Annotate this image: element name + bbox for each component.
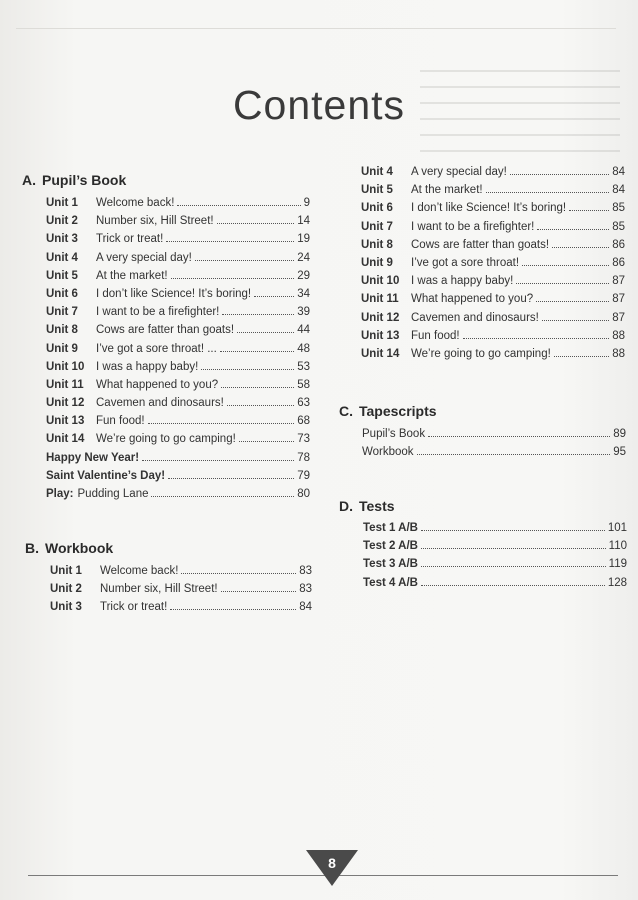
pupils-book-list (46, 197, 310, 506)
toc-entry-extra (46, 452, 310, 470)
toc-entry-unit (46, 306, 310, 324)
toc-entry-unit (361, 221, 625, 239)
section-title: Workbook (45, 540, 114, 556)
unit-number: Unit 5 (361, 184, 393, 197)
entry-title: I don’t like Science! It’s boring! (96, 287, 252, 300)
toc-entry-unit (361, 257, 625, 275)
toc-entry-test (363, 522, 627, 540)
entry-page-number: 84 (612, 166, 625, 178)
entry-page-number: 88 (612, 329, 625, 342)
entry-title: Number six, Hill Street! (96, 215, 214, 228)
entry-page-number: 89 (613, 428, 626, 440)
page-title: Contents (232, 82, 406, 128)
section-heading-tapescripts (339, 403, 437, 419)
toc-entry-unit (361, 184, 625, 202)
dot-leader (522, 265, 609, 266)
toc-entry-unit (46, 324, 310, 342)
dot-leader (237, 332, 294, 333)
entry-page-number: 87 (612, 293, 625, 306)
entry-page-number: 87 (612, 275, 625, 288)
entry-page-number: 63 (297, 397, 310, 410)
dot-leader (428, 436, 610, 437)
entry-title: Welcome back! (100, 565, 179, 577)
entry-title: We’re going to go camping! (411, 347, 551, 360)
unit-number: Unit 13 (46, 415, 85, 428)
tests-list (363, 522, 627, 595)
entry-page-number: 87 (612, 311, 625, 324)
entry-title: Welcome back! (96, 197, 175, 209)
dot-leader (222, 314, 294, 315)
dot-leader (239, 441, 294, 442)
entry-page-number: 86 (612, 256, 625, 269)
dot-leader (421, 585, 605, 586)
entry-title: Cows are fatter than goats! (411, 238, 550, 251)
dot-leader (537, 229, 609, 230)
tapescripts-list (362, 428, 626, 464)
section-title: Pupil’s Book (42, 172, 127, 188)
entry-title: What happened to you? (411, 293, 534, 306)
page-number: 8 (328, 855, 336, 871)
top-rule (16, 28, 616, 30)
entry-page-number: 19 (297, 233, 310, 246)
entry-page-number: 48 (297, 342, 310, 355)
entry-title: What happened to you? (96, 378, 219, 391)
section-title: Tests (359, 498, 395, 514)
toc-entry-unit (46, 270, 310, 288)
entry-title: Test 1 A/B (363, 522, 418, 534)
unit-number: Unit 12 (46, 397, 85, 410)
dot-leader (181, 573, 296, 574)
entry-title: I want to be a firefighter! (96, 306, 220, 319)
entry-title: At the market! (96, 269, 168, 282)
dot-leader (142, 460, 294, 461)
toc-entry-unit (361, 166, 625, 184)
unit-number: Unit 7 (361, 220, 393, 233)
unit-number: Unit 7 (46, 306, 78, 319)
dot-leader (221, 591, 297, 592)
section-letter: B. (25, 540, 39, 556)
unit-number: Unit 2 (46, 215, 78, 228)
entry-title: I’ve got a sore throat! ... (96, 342, 217, 355)
toc-entry-unit (361, 348, 625, 366)
unit-number: Unit 1 (46, 197, 78, 209)
entry-title: I’ve got a sore throat! (411, 256, 520, 269)
unit-number: Unit 9 (46, 342, 78, 355)
entry-title: I don’t like Science! It’s boring! (411, 202, 567, 215)
dot-leader (510, 174, 609, 175)
dot-leader (166, 241, 294, 242)
dot-leader (195, 260, 294, 261)
section-letter: A. (22, 172, 36, 188)
entry-title: Pupil’s Book (362, 428, 426, 440)
unit-number: Unit 13 (361, 329, 400, 342)
dot-leader (168, 478, 294, 479)
workbook-list-right (361, 166, 625, 366)
toc-entry-unit (46, 233, 310, 251)
entry-title: A very special day! (96, 251, 192, 264)
toc-entry-unit (46, 361, 310, 379)
entry-title: Number six, Hill Street! (100, 583, 218, 596)
entry-page-number: 86 (612, 238, 625, 251)
entry-page-number: 83 (299, 583, 312, 596)
unit-number: Unit 3 (46, 233, 78, 246)
entry-page-number: 101 (607, 522, 627, 534)
unit-number: Unit 6 (46, 287, 78, 300)
entry-title: Test 2 A/B (363, 540, 418, 553)
unit-number: Unit 12 (361, 311, 400, 324)
entry-page-number: 58 (297, 378, 310, 391)
entry-title: Trick or treat! (96, 233, 164, 246)
dot-leader (221, 387, 294, 388)
unit-number: Unit 14 (361, 347, 400, 360)
dot-leader (552, 247, 609, 248)
dot-leader (217, 223, 295, 224)
unit-number: Unit 5 (46, 269, 78, 282)
entry-title: Fun food! (96, 415, 145, 428)
toc-entry-unit (361, 202, 625, 220)
section-letter: C. (339, 403, 353, 419)
dot-leader (254, 296, 294, 297)
toc-entry-tapescript (362, 428, 626, 446)
entry-page-number: 24 (297, 251, 310, 264)
entry-page-number: 84 (299, 601, 312, 614)
toc-entry-unit (46, 288, 310, 306)
dot-leader (421, 530, 605, 531)
entry-title: Workbook (362, 446, 414, 459)
dot-leader (417, 454, 611, 455)
unit-number: Unit 4 (361, 166, 393, 178)
entry-title: Cavemen and dinosaurs! (96, 397, 224, 410)
toc-entry-unit (46, 197, 310, 215)
dot-leader (171, 278, 295, 279)
toc-entry-unit (50, 583, 312, 601)
entry-prefix: Play: (46, 488, 74, 500)
section-heading-pupils-book (22, 172, 126, 188)
entry-page-number: 29 (297, 269, 310, 282)
unit-number: Unit 11 (46, 378, 84, 391)
toc-entry-test (363, 577, 627, 595)
unit-number: Unit 4 (46, 251, 78, 264)
dot-leader (569, 210, 609, 211)
dot-leader (151, 496, 294, 497)
toc-entry-unit (361, 312, 625, 330)
entry-title: I was a happy baby! (411, 275, 514, 288)
unit-number: Unit 8 (46, 324, 78, 337)
entry-title: Happy New Year! (46, 451, 140, 464)
toc-entry-unit (361, 239, 625, 257)
toc-entry-play (46, 488, 310, 506)
entry-page-number: 73 (297, 433, 310, 446)
dot-leader (421, 566, 606, 567)
section-letter: D. (339, 498, 353, 514)
toc-entry-unit (361, 330, 625, 348)
dot-leader (542, 320, 609, 321)
entry-title: A very special day! (411, 166, 507, 178)
unit-number: Unit 10 (361, 275, 400, 288)
entry-page-number: 39 (297, 306, 310, 319)
toc-entry-unit (46, 433, 310, 451)
dot-leader (220, 351, 294, 352)
dot-leader (463, 338, 610, 339)
unit-number: Unit 2 (50, 583, 82, 596)
section-title: Tapescripts (359, 403, 437, 419)
entry-page-number: 83 (299, 565, 312, 577)
dot-leader (516, 283, 609, 284)
entry-title: Pudding Lane (77, 488, 149, 500)
entry-title: Saint Valentine’s Day! (46, 469, 166, 482)
entry-page-number: 110 (608, 540, 627, 553)
entry-page-number: 68 (297, 415, 310, 428)
entry-page-number: 14 (297, 215, 310, 228)
dot-leader (536, 301, 609, 302)
entry-title: I was a happy baby! (96, 360, 199, 373)
toc-entry-extra (46, 470, 310, 488)
entry-title: We’re going to go camping! (96, 433, 236, 446)
toc-entry-unit (50, 601, 312, 619)
entry-title: Cows are fatter than goats! (96, 324, 235, 337)
entry-title: I want to be a firefighter! (411, 220, 535, 233)
entry-page-number: 9 (303, 197, 310, 209)
dot-leader (201, 369, 294, 370)
dot-leader (554, 356, 609, 357)
toc-entry-unit (46, 343, 310, 361)
entry-title: Cavemen and dinosaurs! (411, 311, 539, 324)
toc-entry-tapescript (362, 446, 626, 464)
dot-leader (486, 192, 610, 193)
unit-number: Unit 11 (361, 293, 399, 306)
entry-title: At the market! (411, 184, 483, 197)
unit-number: Unit 14 (46, 433, 85, 446)
toc-entry-unit (46, 215, 310, 233)
entry-page-number: 88 (612, 347, 625, 360)
entry-page-number: 79 (297, 469, 310, 482)
entry-page-number: 95 (613, 446, 626, 459)
unit-number: Unit 9 (361, 256, 393, 269)
entry-title: Fun food! (411, 329, 460, 342)
entry-page-number: 80 (297, 488, 310, 500)
toc-entry-unit (46, 252, 310, 270)
section-heading-workbook (25, 540, 113, 556)
dot-leader (148, 423, 295, 424)
toc-entry-test (363, 558, 627, 576)
unit-number: Unit 1 (50, 565, 82, 577)
entry-page-number: 34 (297, 287, 310, 300)
workbook-list-left (50, 565, 312, 620)
entry-page-number: 85 (612, 220, 625, 233)
entry-page-number: 44 (297, 324, 310, 337)
unit-number: Unit 10 (46, 360, 85, 373)
section-heading-tests (339, 498, 395, 514)
unit-number: Unit 6 (361, 202, 393, 215)
toc-entry-unit (50, 565, 312, 583)
unit-number: Unit 3 (50, 601, 82, 614)
toc-entry-unit (46, 415, 310, 433)
entry-title: Trick or treat! (100, 601, 168, 614)
dot-leader (170, 609, 296, 610)
dot-leader (421, 548, 606, 549)
entry-title: Test 3 A/B (363, 558, 418, 571)
toc-entry-unit (361, 293, 625, 311)
toc-entry-test (363, 540, 627, 558)
entry-page-number: 84 (612, 184, 625, 197)
entry-page-number: 53 (297, 360, 310, 373)
entry-page-number: 85 (612, 202, 625, 215)
unit-number: Unit 8 (361, 238, 393, 251)
dot-leader (177, 205, 300, 206)
dot-leader (227, 405, 294, 406)
toc-entry-unit (361, 275, 625, 293)
entry-page-number: 119 (608, 558, 627, 571)
entry-page-number: 78 (297, 451, 310, 464)
entry-title: Test 4 A/B (363, 576, 418, 589)
toc-entry-unit (46, 379, 310, 397)
entry-page-number: 128 (607, 576, 627, 589)
toc-entry-unit (46, 397, 310, 415)
